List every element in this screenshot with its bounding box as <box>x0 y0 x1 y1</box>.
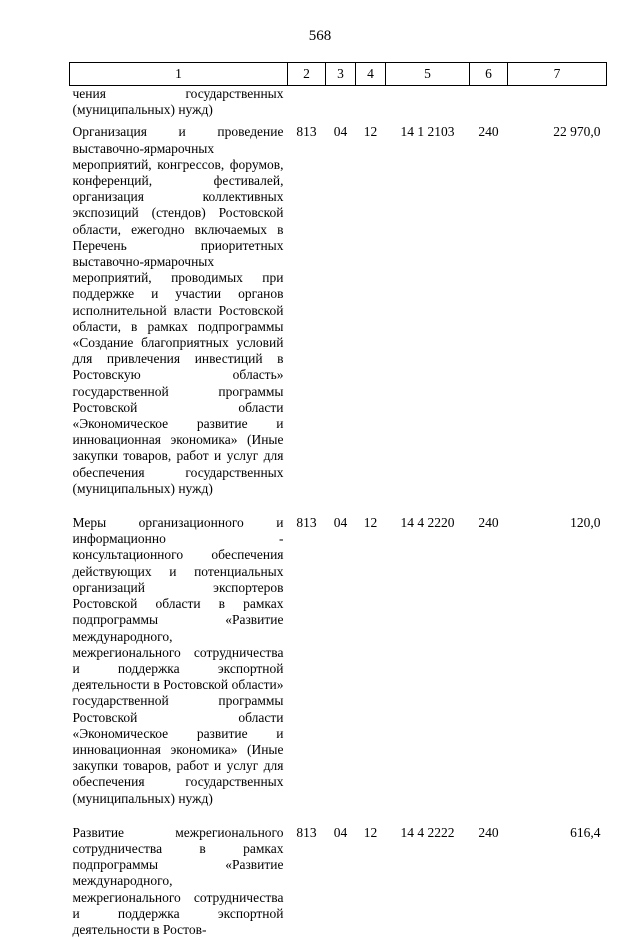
header-col-3: 3 <box>326 63 356 86</box>
table-row <box>70 124 607 515</box>
budget-table-container <box>69 62 606 938</box>
row-code-section: 04 <box>333 515 348 531</box>
row-code-subsection: 12 <box>363 824 378 840</box>
continuation-text: чения государственных (муниципальных) нужд) <box>72 86 284 118</box>
budget-table <box>69 62 607 938</box>
row-description: Меры организационного и информационно - консультационного обеспечения действующих и потенциальных организаций экспортеров Ростовской области в рамках подпрограммы «Развитие международного, межрегионального сотрудничества и поддержка экспортной деятельности в Ростовской области» государственной программы Ростовской области «Экономическое развитие и инновационная экономика» (Иные закупки товаров, работ и услуг для обеспечения государственных (муниципальных) нужд) <box>72 515 284 806</box>
row-code-ministry: 813 <box>296 824 317 840</box>
row-code-expense-type: 240 <box>478 124 499 140</box>
row-code-expense-type: 240 <box>478 824 499 840</box>
table-row <box>70 825 607 938</box>
header-col-2: 2 <box>288 63 326 86</box>
row-amount: 616,4 <box>570 824 601 840</box>
header-col-1: 1 <box>70 63 288 86</box>
row-description: Развитие межрегионального сотрудничества в рамках подпрограммы «Развитие международного, межрегионального сотрудничества и поддержка экспортной деятельности в Ростов- <box>72 824 284 937</box>
row-amount: 22 970,0 <box>553 124 601 140</box>
header-col-7: 7 <box>508 63 607 86</box>
header-col-5: 5 <box>386 63 470 86</box>
table-header-row <box>70 63 607 86</box>
row-code-target: 14 4 2220 <box>400 515 455 531</box>
row-code-expense-type: 240 <box>478 515 499 531</box>
row-code-subsection: 12 <box>363 124 378 140</box>
row-code-section: 04 <box>333 124 348 140</box>
row-amount: 120,0 <box>570 515 601 531</box>
page-number: 568 <box>308 28 332 44</box>
row-code-ministry: 813 <box>296 124 317 140</box>
row-code-section: 04 <box>333 824 348 840</box>
header-col-4: 4 <box>356 63 386 86</box>
row-code-ministry: 813 <box>296 515 317 531</box>
table-row <box>70 515 607 825</box>
header-col-6: 6 <box>470 63 508 86</box>
row-code-subsection: 12 <box>363 515 378 531</box>
row-code-target: 14 1 2103 <box>400 124 455 140</box>
row-code-target: 14 4 2222 <box>400 824 455 840</box>
table-row-continuation <box>70 86 607 125</box>
row-description: Организация и проведение выставочно-ярмарочных мероприятий, конгрессов, форумов, конференций, фестивалей, организация коллективных экспозиций (стендов) Ростовской области, ежегодно включаемых в Перечень приоритетных выставочно-ярмарочных мероприятий, проводимых при поддержке и участии органов исполнительной власти Ростовской области, в рамках подпрограммы «Создание благоприятных условий для привлечения инвестиций в Ростовскую область» государственной программы Ростовской области «Экономическое развитие и инновационная экономика» (Иные закупки товаров, работ и услуг для обеспечения государственных (муниципальных) нужд) <box>72 124 284 496</box>
